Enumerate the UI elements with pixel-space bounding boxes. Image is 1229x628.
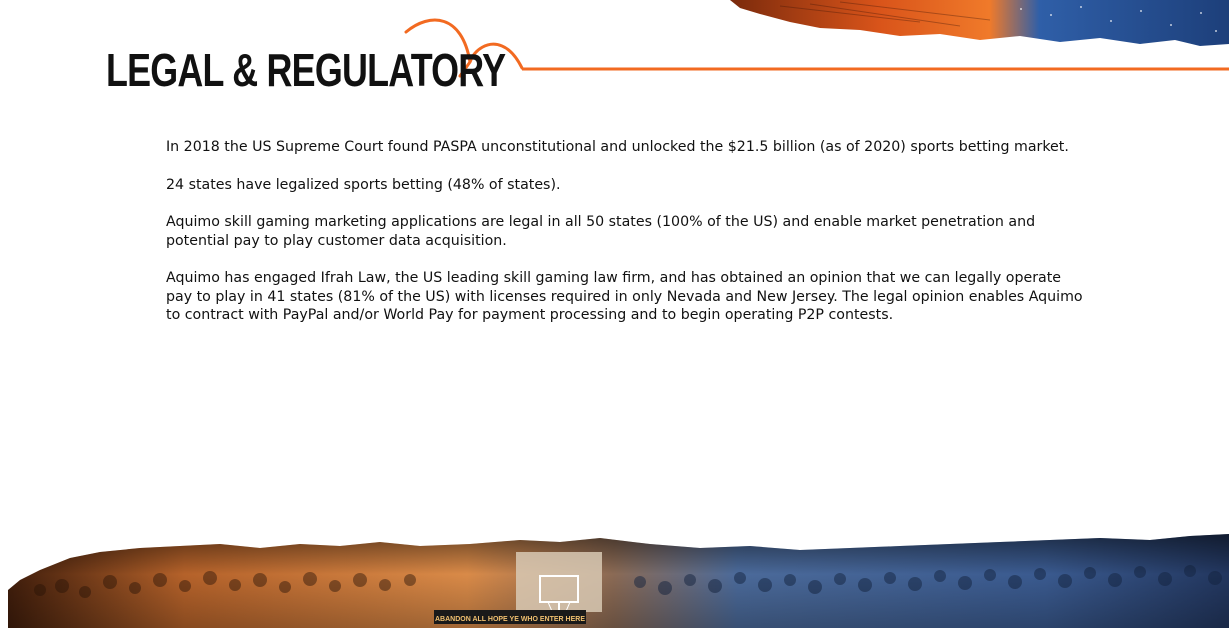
paragraph-ifrah-law: Aquimo has engaged Ifrah Law, the US leading skill gaming law firm, and has obtained an opinion that we can legally operate pay to play in 41 states (81% of the US) with licenses required in only Nevada and New Jersey. The legal opinion enables Aquimo to contract with PayPal and/or World Pay for payment processing and to begin operating P2P contests. — [166, 270, 1083, 323]
paragraph-states-legalized: 24 states have legalized sports betting (48% of states). — [166, 176, 561, 193]
body-text — [166, 138, 1086, 344]
title-accent-swoosh — [400, 10, 1229, 80]
paragraph-paspa: In 2018 the US Supreme Court found PASPA unconstitutional and unlocked the $21.5 billion (as of 2020) sports betting market. — [166, 139, 1069, 155]
paragraph-skill-gaming: Aquimo skill gaming marketing applications are legal in all 50 states (100% of the US) and enable market penetration and potential pay to play customer data acquisition. — [166, 214, 1036, 249]
crowd-photo-banner — [0, 530, 1229, 628]
slide-title: LEGAL & REGULATORY — [106, 44, 506, 96]
crowd-sign-text: ABANDON ALL HOPE YE WHO ENTER HERE — [435, 616, 585, 623]
